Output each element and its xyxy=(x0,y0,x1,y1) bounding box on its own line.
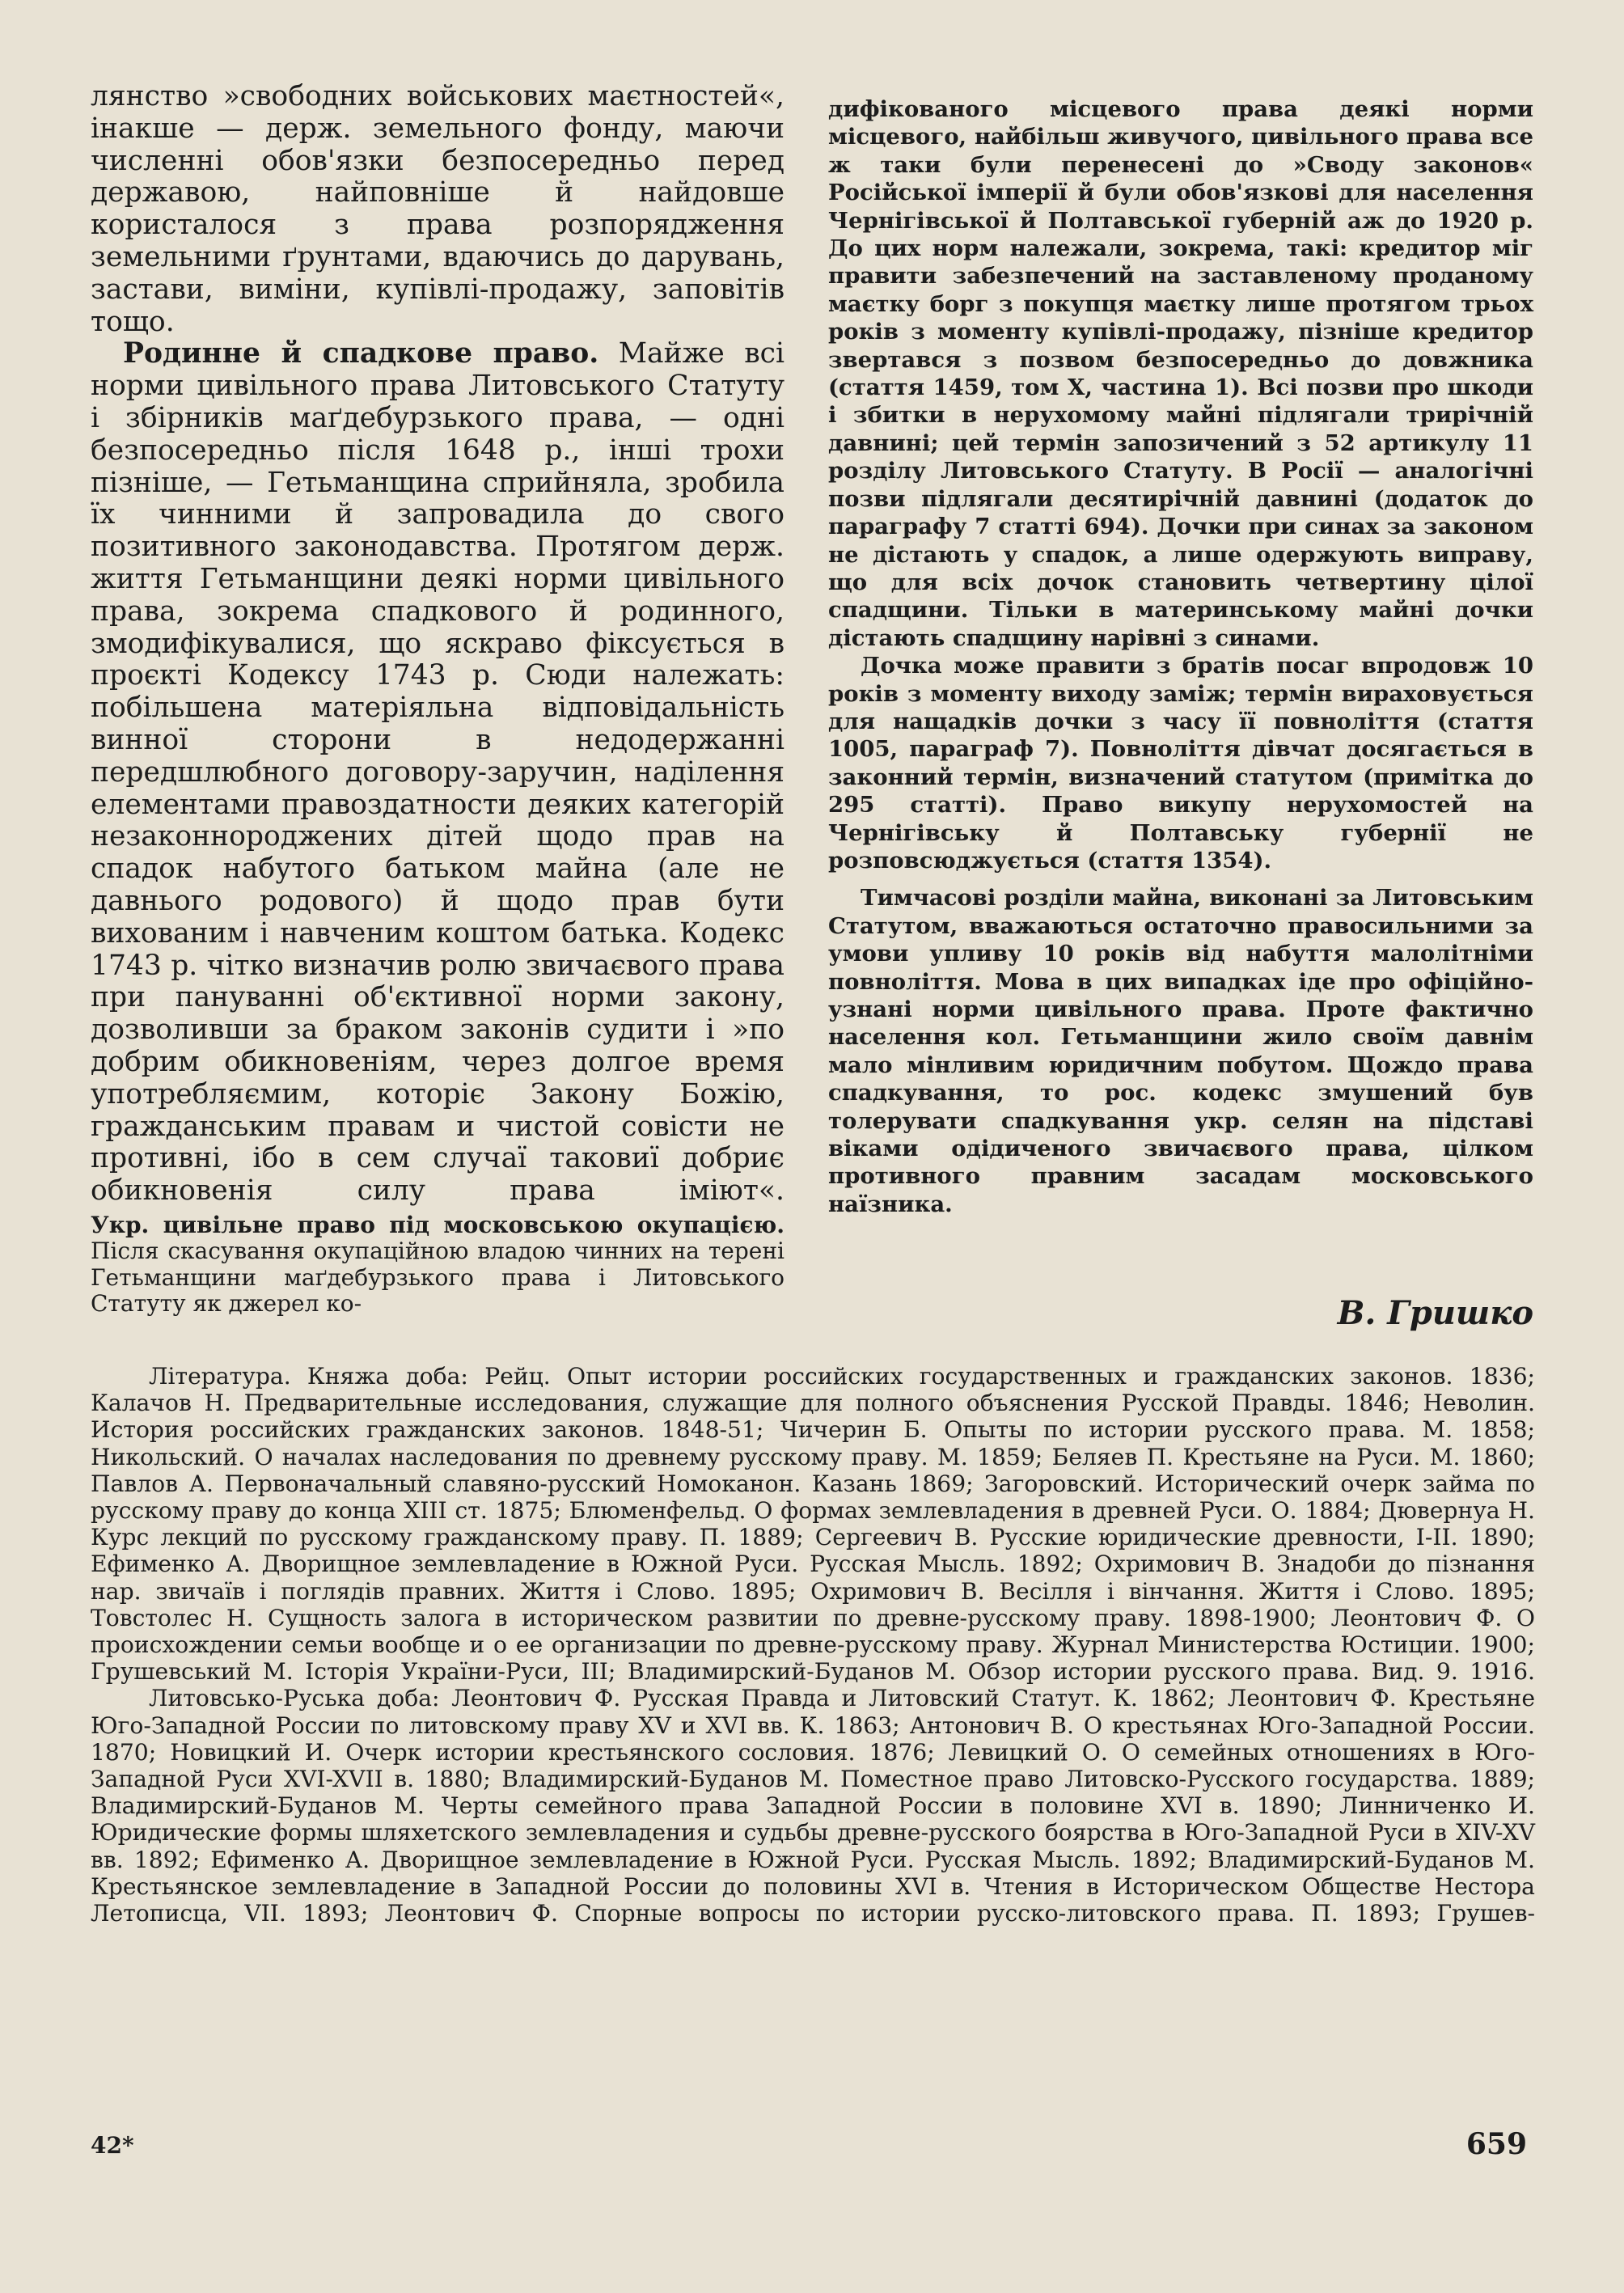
left-column xyxy=(91,81,785,1318)
right-paragraph-2: Дочка може правити з братів посаг впродовж 10 років з моменту виходу заміж; термін вираховується для нащадків дочки з часу її повноліття (стаття 1005, параграф 7). Повноліття дівчат досягається в законний термін, визначений статутом (примітка до 295 статті). Право викупу нерухомостей на Чернігівську й Полтавську губернії не розповсюджується (стаття 1354). xyxy=(828,653,1533,874)
right-paragraph-3: Тимчасові розділи майна, виконані за Литовським Статутом, вважаються остаточно правосильними за умови упливу 10 років від набуття малолітніми повноліття. Мова в цих випадках іде про офіційно-узнані норми цивільного права. Проте фактично населення кол. Гетьманщини жило своїм давнім мало мінливим юридичним побутом. Щождо права спадкування, то рос. кодекс змушений був толерувати спадкування укр. селян на підставі віками одідиченого звичаєвого права, цілком противного правним засадам московського наїзника. xyxy=(828,885,1533,1217)
page-number: 659 xyxy=(1465,2127,1527,2161)
left-paragraph-2 xyxy=(91,338,785,1208)
section-heading-family-law: Родинне й спадкове право. xyxy=(123,337,599,370)
literature-section xyxy=(91,1363,1535,1927)
right-paragraph-1: дифікованого місцевого права деякі норми місцевого, найбільш живучого, цивільного права все ж таки були перенесені до »Своду законов« Російської імперії й були обов'язкові для населення Чернігівської й Полтавської губерній аж до 1920 р. До цих норм належали, зокрема, такі: кредитор міг правити забезпечений на заставленому проданому маєтку борг з покупця маєтку лише протягом трьох років з моменту купівлі-продажу, пізніше кредитор звертався з позвом безпосередньо до довжника (стаття 1459, том X, частина 1). Всі позви про шкоди і збитки в нерухомому майні підлягали трирічній давнині; цей термін запозичений з 52 артикулу 11 розділу Литовського Статуту. В Росії — аналогічні позви підлягали десятирічній давнині (додаток до параграфу 7 статті 694). Дочки при синах за законом не дістають у спадок, а лише одержують виправу, що для всіх дочок становить четвертину цілої спадщини. Тільки в материнському майні дочки дістають спадщину нарівні з синами. xyxy=(828,96,1533,651)
left-paragraph-1: лянство »свобoдних войськових маєтностей«, інакше — держ. земельного фонду, маючи численні обов'язки безпосередньо перед державою, найповніше й найдовше користалося з права розпорядження земельними ґрунтами, вдаючись до дарувань, застави, виміни, купівлі-продажу, заповітів тощо. xyxy=(91,80,785,338)
literature-paragraph-1: Література. Княжа доба: Рейц. Опыт истории российских государственных и гражданских законов. 1836; Калачов Н. Предварительные исследования, служащие для полного объяснения Русской Правды. 1846; Неволин. История российских гражданских законов. 1848-51; Чичерин Б. Опыты по истории русского права. М. 1858; Никольский. О началах наследования по древнему русскому праву. М. 1859; Беляев П. Крестьяне на Руси. М. 1860; Павлов А. Первоначальный славяно-русский Номоканон. Казань 1869; Загоровский. Исторический очерк займа по русскому праву до конца XIII ст. 1875; Блюменфельд. О формах землевладения в древней Руси. О. 1884; Дювернуа Н. Курс лекций по русскому гражданскому праву. П. 1889; Сергеевич В. Русские юридические древности, I-II. 1890; Ефименко А. Дворищное землевладение в Южной Руси. Русская Мысль. 1892; Охримович В. Знадоби до пізнання нар. звичаїв і поглядів правних. Життя і Слово. 1895; Охримович В. Весілля і вінчання. Життя і Слово. 1895; Товстолес Н. Сущность залога в историческом развитии по древне-русскому праву. 1898-1900; Леонтович Ф. О происхождении семьи вообще и о ее организации по древне-русскому праву. Журнал Министерства Юстиции. 1900; Грушевський М. Історія України-Руси, III; Владимирский-Буданов М. Обзор истории русского права. Вид. 9. 1916. xyxy=(91,1363,1535,1686)
signature-mark: 42* xyxy=(91,2132,134,2159)
section-heading-moscow-occupation: Укр. цивільне право під московською окупацією. xyxy=(91,1211,785,1238)
author-signature: В. Гришко xyxy=(1337,1294,1533,1332)
left-paragraph-3-text: Після скасування окупаційною владою чинних на терені Гетьманщини маґдебурзького права і Литовського Статуту як джерел ко- xyxy=(91,1237,785,1318)
right-column xyxy=(828,95,1533,1218)
left-paragraph-3 xyxy=(91,1212,785,1318)
left-paragraph-2-text: Майже всі норми цивільного права Литовського Статуту і збірників маґдебурзького права, — одні безпосередньо після 1648 р., інші трохи пізніше, — Гетьманщина сприйняла, зробила їх чинними й запровадила до свого позитивного законодавства. Протягом держ. життя Гетьманщини деякі норми цивільного права, зокрема спадкового й родинного, змодифікувалися, що яскраво фіксується в проєкті Кодексу 1743 р. Сюди належать: побільшена матеріяльна відповідальність винної сторони в недодержанні передшлюбного договору-заручин, наділення елементами правоздатности деяких категорій незаконнороджених дітей щодо прав на спадок набутого батьком майна (але не давнього родового) й щодо прав бути вихованим і навченим коштом батька. Кодекс 1743 р. чітко визначив ролю звичаєвого права при пануванні об'єктивної норми закону, дозволивши за браком законів судити і »по добрим обикновеніям, через долгое время употребляємим, которіє Закону Божію, гражданським правам и чистой совісти не противні, ібо в сем случаї таковиї добриє обикновенія силу права іміют«. xyxy=(91,337,785,1208)
literature-paragraph-2: Литовсько-Руська доба: Леонтович Ф. Русская Правда и Литовский Статут. К. 1862; Леонтович Ф. Крестьяне Юго-Западной России по литовскому праву XV и XVI вв. К. 1863; Антонович В. О крестьянах Юго-Западной России. 1870; Новицкий И. Очерк истории крестьянского сословия. 1876; Левицкий О. О семейных отношениях в Юго-Западной Руси XVI-XVII в. 1880; Владимирский-Буданов М. Поместное право Литовско-Русского государства. 1889; Владимирский-Буданов М. Черты семейного права Западной России в половине XVI в. 1890; Линниченко И. Юридические формы шляхетского землевладения и судьбы древне-русского боярства в Юго-Западной Руси в XIV-XV вв. 1892; Ефименко А. Дворищное землевладение в Южной Руси. Русская Мысль. 1892; Владимирский-Буданов М. Крестьянское землевладение в Западной России до половины XVI в. Чтения в Историческом Обществе Нестора Летописца, VII. 1893; Леонтович Ф. Спорные вопросы по истории русско-литовского права. П. 1893; Грушев- xyxy=(91,1685,1535,1927)
